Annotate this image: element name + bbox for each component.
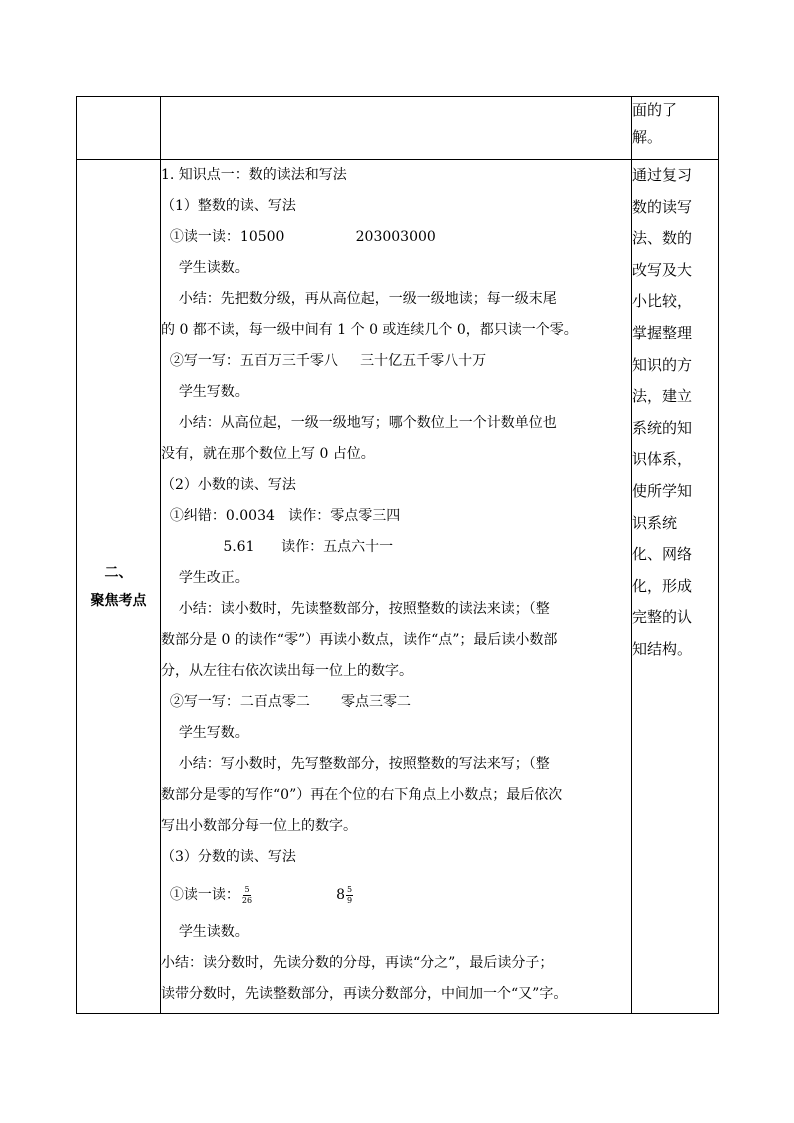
- section-title: 聚焦考点: [90, 592, 147, 609]
- purpose-line: 数的读写: [632, 197, 693, 216]
- text-line: 写出小数部分每一位上的数字。: [161, 818, 357, 834]
- purpose-line: 解。: [632, 128, 663, 146]
- text-line: 读带分数时，先读整数部分，再读分数部分，中间加一个“又”字。: [161, 986, 568, 1002]
- mixed-whole: 8: [336, 887, 346, 903]
- mixed-number: [336, 873, 353, 917]
- section-number: 二、: [104, 564, 133, 581]
- text-line: 数部分是零的写作“0”）再在个位的右下角点上小数点；最后依次: [161, 787, 563, 803]
- purpose-line: 知识的方: [632, 355, 693, 374]
- fraction-numerator: 5: [244, 884, 250, 894]
- text-line: 学生改正。: [161, 570, 249, 586]
- fraction-numerator: 5: [347, 884, 353, 894]
- text-line: 没有，就在那个数位上写 0 占位。: [161, 446, 375, 462]
- text-line: 小结：从高位起，一级一级地写；哪个数位上一个计数单位也: [161, 415, 557, 431]
- fraction-denominator: 26: [241, 895, 253, 905]
- section-label-cell: [77, 160, 161, 1014]
- text-line: 小结：先把数分级，再从高位起，一级一级地读；每一级末尾: [161, 291, 557, 307]
- purpose-line: 掌握整理: [632, 323, 693, 342]
- text-line: 学生读数。: [161, 924, 249, 940]
- text-line: ②写一写：二百点零二 零点三零二: [161, 694, 412, 710]
- purpose-cell: [632, 160, 719, 1014]
- table-row: [77, 160, 719, 1014]
- purpose-line: 化、网络: [632, 545, 693, 564]
- text-line: 学生写数。: [161, 384, 249, 400]
- purpose-line: 通过复习: [632, 166, 693, 184]
- purpose-line: 知结构。: [632, 639, 693, 658]
- purpose-line: 小比较，: [632, 292, 693, 311]
- content-cell: [161, 160, 632, 1014]
- text-prefix: ①读一读：: [161, 887, 240, 903]
- subheading-integers: （1）整数的读、写法: [161, 198, 296, 214]
- text-line: 分，从左往右依次读出每一位上的数字。: [161, 663, 413, 679]
- text-line: 小结：读小数时，先读整数部分，按照整数的读法来读；（整: [161, 601, 550, 617]
- purpose-line: 系统的知: [632, 418, 693, 437]
- purpose-line: 改写及大: [632, 260, 693, 279]
- purpose-line: 识体系，: [632, 450, 693, 469]
- table-row: [77, 97, 719, 160]
- purpose-line: 使所学知: [632, 481, 693, 500]
- text-line: 学生写数。: [161, 725, 249, 741]
- lesson-plan-table: [76, 96, 719, 1014]
- content-cell-empty: [161, 97, 632, 160]
- text-line: ①纠错：0.0034 读作：零点零三四: [161, 508, 401, 524]
- fraction-reading-line: [161, 873, 631, 917]
- text-line: ②写一写：五百万三千零八 三十亿五千零八十万: [161, 353, 487, 369]
- purpose-line: 化，形成: [632, 576, 693, 595]
- purpose-line: 法、数的: [632, 229, 693, 248]
- fraction: [346, 885, 353, 906]
- purpose-line: 法，建立: [632, 387, 693, 406]
- subheading-decimals: （2）小数的读、写法: [161, 477, 296, 493]
- fraction-denominator: 9: [347, 895, 353, 905]
- text-line: 小结：写小数时，先写整数部分，按照整数的写法来写；（整: [161, 756, 550, 772]
- text-line: 小结：读分数时，先读分数的分母，再读“分之”，最后读分子；: [161, 955, 554, 971]
- section-label-cell-empty: [77, 97, 161, 160]
- heading-knowledge-point: 1. 知识点一：数的读法和写法: [161, 167, 347, 183]
- subheading-fractions: （3）分数的读、写法: [161, 849, 296, 865]
- purpose-cell: [632, 97, 719, 160]
- fraction: [242, 885, 252, 906]
- text-line: ①读一读：10500 203003000: [161, 229, 436, 245]
- purpose-line: 面的了: [632, 101, 678, 119]
- text-line: 5.61 读作：五点六十一: [161, 539, 394, 555]
- text-line: 的 0 都不读，每一级中间有 1 个 0 或连续几个 0，都只读一个零。: [161, 322, 578, 338]
- purpose-line: 识系统: [632, 513, 678, 532]
- text-line: 数部分是 0 的读作“零”）再读小数点，读作“点”；最后读小数部: [161, 632, 558, 648]
- text-line: 学生读数。: [161, 260, 249, 276]
- purpose-line: 完整的认: [632, 608, 693, 627]
